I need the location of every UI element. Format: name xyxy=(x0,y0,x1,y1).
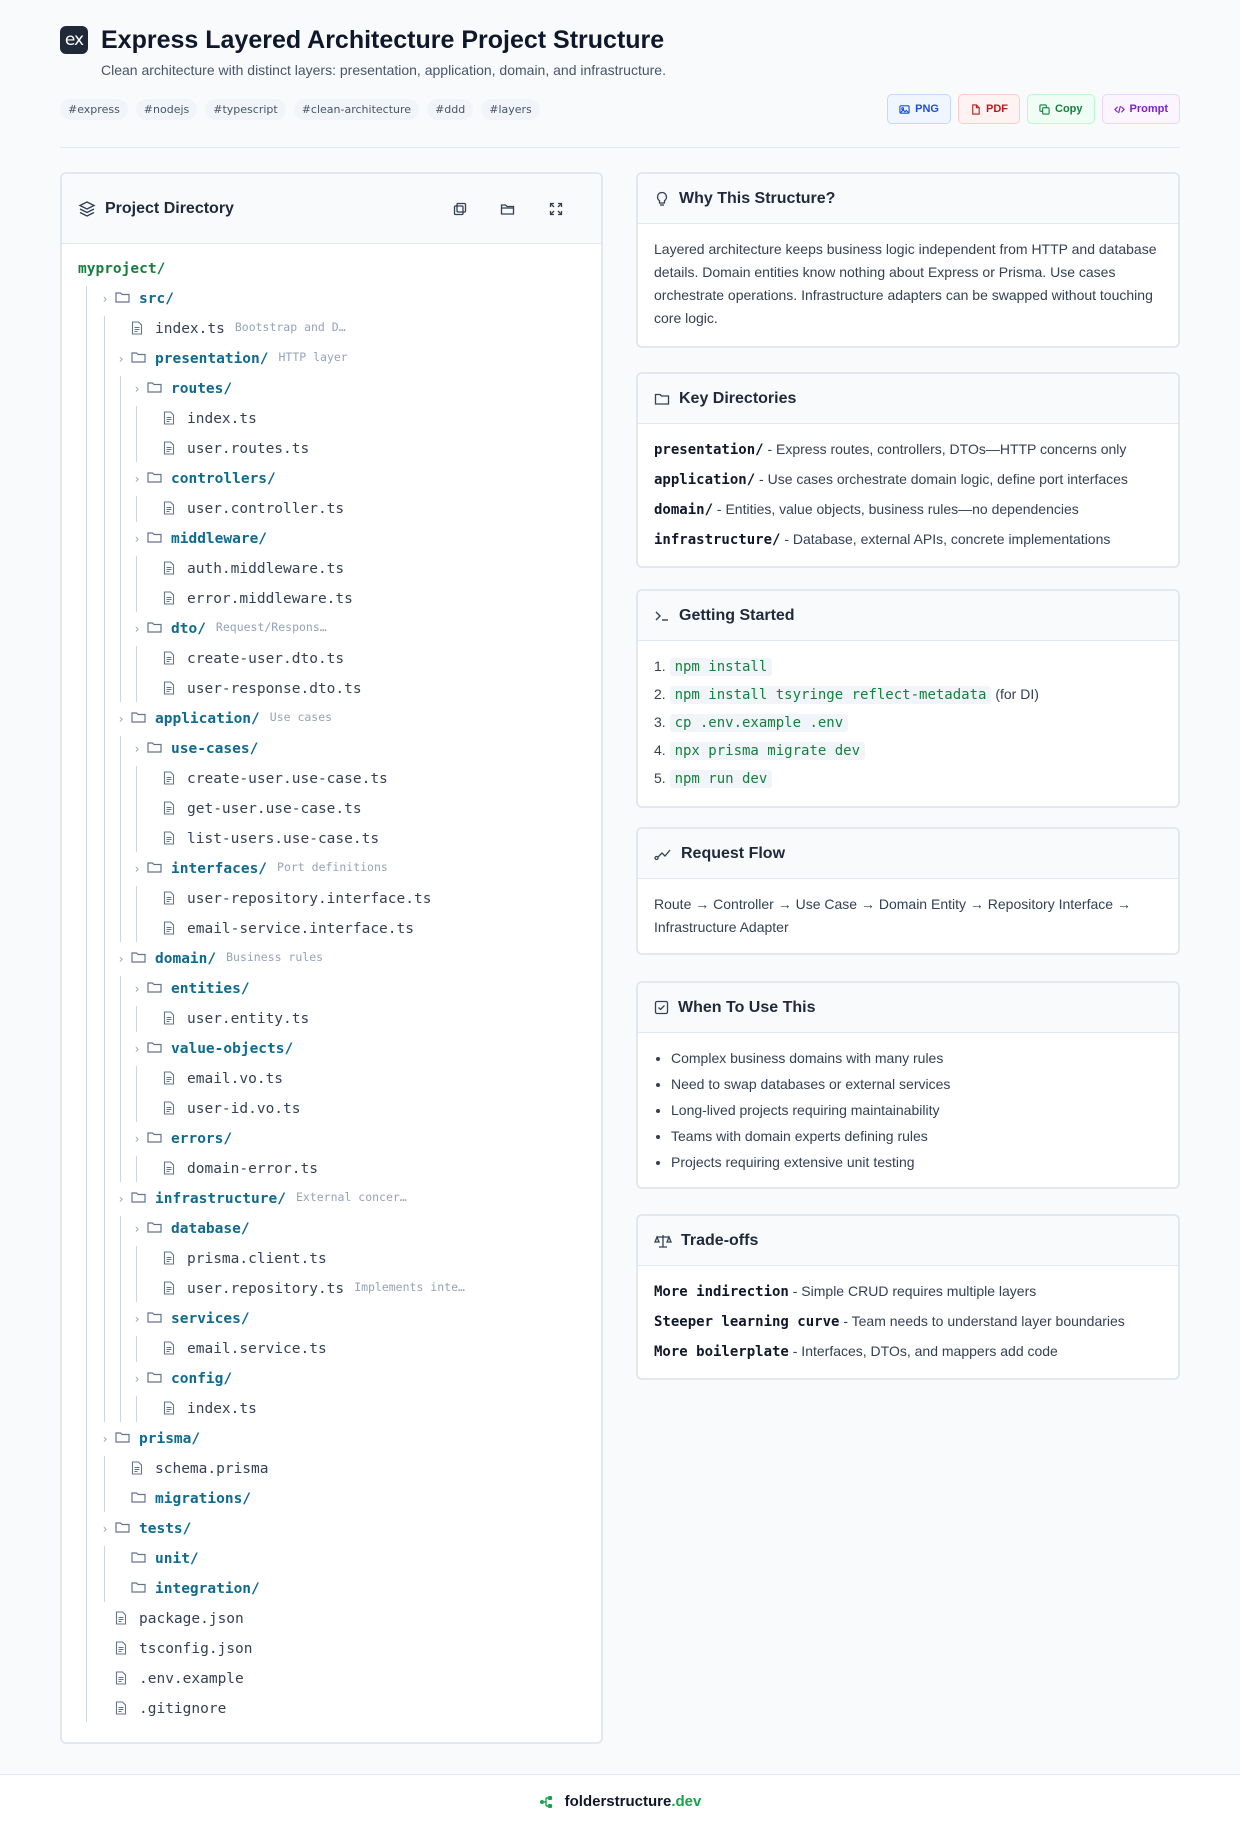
folder-name: presentation/ xyxy=(155,351,269,367)
tree-file[interactable] xyxy=(148,1154,318,1184)
tree-guide-line xyxy=(104,1456,105,1512)
folder-icon xyxy=(131,1191,147,1207)
folder-name: entities/ xyxy=(171,981,250,997)
chevron-right-icon[interactable]: › xyxy=(101,292,109,306)
file-name: user-response.dto.ts xyxy=(187,681,362,697)
file-name: get-user.use-case.ts xyxy=(187,801,362,817)
file-icon xyxy=(163,681,179,697)
fullscreen-button[interactable] xyxy=(545,198,567,220)
file-name: .gitignore xyxy=(139,1701,227,1717)
folder-icon xyxy=(147,861,163,877)
file-name: user.entity.ts xyxy=(187,1011,310,1027)
folder-name: database/ xyxy=(171,1221,250,1237)
folder-name: middleware/ xyxy=(171,531,268,547)
folder-icon xyxy=(115,1521,131,1537)
folder-open-icon xyxy=(500,202,516,216)
list-item: • Projects requiring extensive unit testing xyxy=(671,1149,1162,1175)
tree-guide-line xyxy=(136,1396,137,1422)
chevron-right-icon[interactable]: › xyxy=(133,982,141,996)
tree-file[interactable] xyxy=(148,794,362,824)
tag[interactable]: #clean-architecture xyxy=(294,99,419,120)
tree-folder[interactable] xyxy=(116,1484,251,1514)
command[interactable]: npm install tsyringe reflect-metadata xyxy=(670,686,992,704)
card-title: When To Use This xyxy=(678,998,816,1016)
folder-name: dto/ xyxy=(171,621,206,637)
file-name: user.routes.ts xyxy=(187,441,310,457)
tag[interactable]: #layers xyxy=(481,99,540,120)
chevron-right-icon[interactable]: › xyxy=(101,1522,109,1536)
folderstructure-logo-icon xyxy=(539,1795,557,1809)
step: 2. npm install tsyringe reflect-metadata (for DI) xyxy=(654,686,1039,703)
tree-folder[interactable] xyxy=(132,1034,293,1064)
step: 4. npx prisma migrate dev xyxy=(654,737,1162,765)
tree-file[interactable] xyxy=(116,1454,269,1484)
copy-button[interactable]: Copy xyxy=(1027,94,1095,124)
file-name: domain-error.ts xyxy=(187,1161,318,1177)
file-icon xyxy=(163,891,179,907)
tree-guide-line xyxy=(104,1546,105,1602)
folder-name: tests/ xyxy=(139,1521,192,1537)
prompt-button[interactable]: Prompt xyxy=(1102,94,1181,124)
file-icon xyxy=(163,651,179,667)
code-icon xyxy=(1114,104,1125,115)
file-name: index.ts xyxy=(187,1401,257,1417)
tree-guide-line xyxy=(136,1336,137,1362)
tree-file[interactable] xyxy=(148,884,431,914)
folder-icon xyxy=(131,1581,147,1597)
file-icon xyxy=(163,801,179,817)
tree-folder[interactable] xyxy=(132,1124,232,1154)
tree-folder[interactable] xyxy=(116,704,332,734)
file-icon xyxy=(163,831,179,847)
copy-icon xyxy=(453,202,467,216)
card-title: Trade-offs xyxy=(681,1231,759,1249)
file-name: create-user.dto.ts xyxy=(187,651,345,667)
tag[interactable]: #express xyxy=(60,99,128,120)
folder-name: interfaces/ xyxy=(171,861,268,877)
tree-folder[interactable] xyxy=(116,944,323,974)
tree-file[interactable] xyxy=(148,1394,257,1424)
chevron-right-icon[interactable]: › xyxy=(133,1312,141,1326)
chevron-right-icon[interactable]: › xyxy=(117,352,125,366)
key-dir-item: domain/ - Entities, value objects, business rules—no dependencies xyxy=(654,501,1079,518)
tree-file[interactable] xyxy=(148,644,344,674)
tree-guide-line xyxy=(120,736,121,942)
image-icon xyxy=(899,104,910,115)
tree-note: HTTP layer xyxy=(278,350,348,364)
command[interactable]: cp .env.example .env xyxy=(670,714,849,732)
tree-file[interactable] xyxy=(148,554,344,584)
file-icon xyxy=(163,1161,179,1177)
tradeoff-item: More boilerplate - Interfaces, DTOs, and mappers add code xyxy=(654,1343,1058,1360)
folder-icon xyxy=(131,1491,147,1507)
file-icon xyxy=(163,1341,179,1357)
file-icon xyxy=(163,1011,179,1027)
tree-guide-line xyxy=(86,286,87,1722)
file-name: email.service.ts xyxy=(187,1341,327,1357)
tag[interactable]: #typescript xyxy=(205,99,285,120)
tree-guide-line xyxy=(136,886,137,942)
tradeoff-item: Steeper learning curve - Team needs to understand layer boundaries xyxy=(654,1313,1125,1330)
tree-note: Bootstrap and D… xyxy=(234,320,346,334)
expand-icon xyxy=(549,202,563,216)
footer xyxy=(0,1774,1240,1828)
list-item: • Complex business domains with many rules xyxy=(671,1045,1162,1071)
chevron-right-icon[interactable]: › xyxy=(133,1042,141,1056)
chevron-right-icon[interactable]: › xyxy=(133,472,141,486)
tree-folder[interactable] xyxy=(132,854,388,884)
file-name: email.vo.ts xyxy=(187,1071,284,1087)
folder-icon xyxy=(147,1041,163,1057)
tree-file[interactable] xyxy=(100,1604,244,1634)
tree-file[interactable] xyxy=(148,1064,283,1094)
tree-folder[interactable] xyxy=(100,284,174,314)
chevron-right-icon[interactable]: › xyxy=(133,532,141,546)
folder-icon xyxy=(131,951,147,967)
file-name: index.ts xyxy=(155,321,225,337)
chevron-right-icon[interactable]: › xyxy=(133,1372,141,1386)
file-name: user.controller.ts xyxy=(187,501,345,517)
file-name: user-repository.interface.ts xyxy=(187,891,432,907)
folder-name: use-cases/ xyxy=(171,741,259,757)
file-name: user-id.vo.ts xyxy=(187,1101,301,1117)
page-subtitle: Clean architecture with distinct layers: presentation, application, domain, and infrastructure. xyxy=(101,62,666,78)
tree-file[interactable] xyxy=(148,494,344,524)
chevron-right-icon[interactable]: › xyxy=(117,1192,125,1206)
step: 3. cp .env.example .env xyxy=(654,709,1162,737)
file-name: package.json xyxy=(139,1611,244,1627)
folder-icon xyxy=(147,471,163,487)
tree-note: Business rules xyxy=(226,950,324,964)
folder-name: errors/ xyxy=(171,1131,233,1147)
tree-guide-line xyxy=(120,376,121,702)
tag[interactable]: #ddd xyxy=(427,99,473,120)
folder-name: config/ xyxy=(171,1371,233,1387)
file-icon xyxy=(115,1611,131,1627)
layers-icon xyxy=(78,200,96,218)
file-name: .env.example xyxy=(139,1671,244,1687)
page-title: Express Layered Architecture Project Structure xyxy=(101,25,665,54)
step: 1. npm install xyxy=(654,653,1162,681)
tree-file[interactable] xyxy=(100,1664,244,1694)
command[interactable]: npm install xyxy=(670,658,773,676)
folder-icon xyxy=(147,981,163,997)
key-directories-card xyxy=(636,372,1180,568)
file-name: error.middleware.ts xyxy=(187,591,353,607)
file-icon xyxy=(115,1671,131,1687)
tree-guide-line xyxy=(136,406,137,462)
tree-file[interactable] xyxy=(100,1694,226,1724)
tree-file[interactable] xyxy=(148,1244,327,1274)
key-dir-item: infrastructure/ - Database, external APIs, concrete implementations xyxy=(654,531,1111,548)
footer-brand[interactable]: folderstructure xyxy=(564,1793,672,1810)
tree-folder[interactable] xyxy=(132,1214,250,1244)
chevron-right-icon[interactable]: › xyxy=(101,1432,109,1446)
tree-guide-line xyxy=(104,316,105,1422)
command[interactable]: npx prisma migrate dev xyxy=(670,742,865,760)
folder-name: controllers/ xyxy=(171,471,276,487)
tradeoffs-card xyxy=(636,1214,1180,1380)
tradeoff-item: More indirection - Simple CRUD requires multiple layers xyxy=(654,1283,1037,1300)
chevron-right-icon[interactable]: › xyxy=(117,712,125,726)
file-name: prisma.client.ts xyxy=(187,1251,327,1267)
folder-icon xyxy=(147,381,163,397)
file-icon xyxy=(131,321,147,337)
copy-icon xyxy=(1039,104,1050,115)
tree-file[interactable] xyxy=(148,914,414,944)
file-icon xyxy=(131,1461,147,1477)
folder-name: src/ xyxy=(139,291,174,307)
tree-folder[interactable] xyxy=(132,974,250,1004)
key-dir-item: application/ - Use cases orchestrate domain logic, define port interfaces xyxy=(654,471,1128,488)
folder-name: services/ xyxy=(171,1311,250,1327)
folder-name: application/ xyxy=(155,711,260,727)
when-card xyxy=(636,981,1180,1189)
folder-name: migrations/ xyxy=(155,1491,252,1507)
tree-file[interactable] xyxy=(148,1094,301,1124)
folder-icon xyxy=(147,1221,163,1237)
file-icon xyxy=(115,1701,131,1717)
tree-folder[interactable] xyxy=(116,1544,199,1574)
list-item: • Teams with domain experts defining rules xyxy=(671,1123,1162,1149)
folder-icon xyxy=(147,1311,163,1327)
folder-icon xyxy=(654,392,670,406)
tree-file[interactable] xyxy=(148,824,379,854)
tree-file[interactable] xyxy=(116,314,346,344)
file-icon xyxy=(163,561,179,577)
file-name: email-service.interface.ts xyxy=(187,921,414,937)
file-icon xyxy=(115,1641,131,1657)
request-flow-text: Route → Controller → Use Case → Domain Entity → Repository Interface → Infrastructure Adapter xyxy=(654,896,1131,935)
tree-folder[interactable] xyxy=(100,1514,191,1544)
file-icon xyxy=(163,1071,179,1087)
tree-file[interactable] xyxy=(148,584,353,614)
file-name: tsconfig.json xyxy=(139,1641,253,1657)
tree-folder[interactable] xyxy=(132,524,267,554)
list-item: • Long-lived projects requiring maintainability xyxy=(671,1097,1162,1123)
file-name: user.repository.ts xyxy=(187,1281,345,1297)
file-icon xyxy=(163,1281,179,1297)
header-divider xyxy=(60,147,1180,148)
folder-icon xyxy=(131,351,147,367)
tree-folder[interactable] xyxy=(116,1184,407,1214)
folder-icon xyxy=(147,741,163,757)
png-button[interactable]: PNG xyxy=(887,94,951,124)
folder-name: infrastructure/ xyxy=(155,1191,286,1207)
card-title: Getting Started xyxy=(679,606,795,624)
card-title: Why This Structure? xyxy=(679,189,836,207)
chevron-right-icon[interactable]: › xyxy=(117,952,125,966)
tree-folder[interactable] xyxy=(132,734,258,764)
chevron-right-icon[interactable]: › xyxy=(133,622,141,636)
tree-file[interactable] xyxy=(148,1004,309,1034)
folder-icon xyxy=(131,1551,147,1567)
chevron-right-icon[interactable]: › xyxy=(133,742,141,756)
tree-folder[interactable] xyxy=(132,1304,250,1334)
file-icon xyxy=(163,921,179,937)
tree-guide-line xyxy=(136,646,137,702)
tree-guide-line xyxy=(136,1066,137,1122)
lightbulb-icon xyxy=(654,191,670,207)
chevron-right-icon[interactable]: › xyxy=(133,382,141,396)
pdf-button[interactable]: PDF xyxy=(958,94,1020,124)
checkbox-icon xyxy=(654,1000,669,1015)
tree-file[interactable] xyxy=(148,674,362,704)
tree-guide-line xyxy=(120,976,121,1182)
terminal-icon xyxy=(654,609,670,623)
file-name: schema.prisma xyxy=(155,1461,269,1477)
folder-icon xyxy=(115,291,131,307)
folder-name: prisma/ xyxy=(139,1431,201,1447)
collapse-all-button[interactable] xyxy=(449,198,471,220)
page-header xyxy=(60,24,1180,116)
card-title: Request Flow xyxy=(681,844,786,862)
chevron-right-icon[interactable]: › xyxy=(133,1132,141,1146)
footer-tld[interactable]: .dev xyxy=(671,1793,702,1810)
folder-name: domain/ xyxy=(155,951,217,967)
expand-folders-button[interactable] xyxy=(497,198,519,220)
tree-folder[interactable] xyxy=(100,1424,200,1454)
step: 5. npm run dev xyxy=(654,765,1162,793)
file-icon xyxy=(163,441,179,457)
chevron-right-icon[interactable]: › xyxy=(133,862,141,876)
tree-file[interactable] xyxy=(148,404,257,434)
file-icon xyxy=(163,1401,179,1417)
tree-note: Request/Respons… xyxy=(215,620,327,634)
tree-file[interactable] xyxy=(100,1634,253,1664)
project-directory-panel xyxy=(60,172,603,1744)
file-icon xyxy=(163,1251,179,1267)
folder-icon xyxy=(147,1371,163,1387)
tree-guide-line xyxy=(136,766,137,852)
file-icon xyxy=(163,411,179,427)
file-name: auth.middleware.ts xyxy=(187,561,345,577)
tree-file[interactable] xyxy=(148,1334,327,1364)
why-text: Layered architecture keeps business logic independent from HTTP and database details. Domain entities know nothing about Express or Prisma. Use cases orchestrate operations. Infrastructure adapters can be swapped without touching core logic. xyxy=(654,241,1157,326)
tree-folder[interactable] xyxy=(132,374,232,404)
request-flow-card xyxy=(636,827,1180,955)
folder-icon xyxy=(147,531,163,547)
file-tree xyxy=(62,244,601,1717)
tag-list xyxy=(60,99,540,120)
tree-file[interactable] xyxy=(148,1274,465,1304)
file-pdf-icon xyxy=(970,104,981,115)
file-name: create-user.use-case.ts xyxy=(187,771,388,787)
trend-icon xyxy=(654,847,672,861)
tree-guide-line xyxy=(136,1006,137,1032)
tree-note: Implements inte… xyxy=(354,1280,465,1294)
tree-root[interactable]: myproject/ xyxy=(78,261,166,277)
tree-note: External concer… xyxy=(295,1190,407,1204)
list-item: • Need to swap databases or external services xyxy=(671,1071,1162,1097)
express-logo: ex xyxy=(60,26,88,54)
tree-note: Use cases xyxy=(269,710,333,724)
folder-name: routes/ xyxy=(171,381,233,397)
folder-icon xyxy=(147,1131,163,1147)
card-title: Key Directories xyxy=(679,389,797,407)
panel-title: Project Directory xyxy=(105,199,234,217)
chevron-right-icon[interactable]: › xyxy=(133,1222,141,1236)
tree-guide-line xyxy=(136,1246,137,1302)
file-name: index.ts xyxy=(187,411,257,427)
folder-icon xyxy=(115,1431,131,1447)
tree-folder[interactable] xyxy=(116,344,348,374)
tree-note: Port definitions xyxy=(277,860,388,874)
file-icon xyxy=(163,771,179,787)
command[interactable]: npm run dev xyxy=(670,770,773,788)
tree-file[interactable] xyxy=(148,434,309,464)
folder-name: value-objects/ xyxy=(171,1041,294,1057)
folder-name: integration/ xyxy=(155,1581,260,1597)
tree-folder[interactable] xyxy=(132,614,327,644)
tree-folder[interactable] xyxy=(116,1574,260,1604)
tag[interactable]: #nodejs xyxy=(136,99,197,120)
key-dir-item: presentation/ - Express routes, controllers, DTOs—HTTP concerns only xyxy=(654,441,1127,458)
tree-folder[interactable] xyxy=(132,1364,232,1394)
tree-guide-line xyxy=(136,556,137,612)
file-name: list-users.use-case.ts xyxy=(187,831,380,847)
tree-guide-line xyxy=(136,496,137,522)
file-icon xyxy=(163,591,179,607)
tree-guide-line xyxy=(120,1216,121,1422)
file-icon xyxy=(163,501,179,517)
file-icon xyxy=(163,1101,179,1117)
scale-icon xyxy=(654,1233,672,1249)
tree-folder[interactable] xyxy=(132,464,276,494)
why-card xyxy=(636,172,1180,348)
tree-file[interactable] xyxy=(148,764,388,794)
folder-name: unit/ xyxy=(155,1551,199,1567)
folder-icon xyxy=(147,621,163,637)
folder-icon xyxy=(131,711,147,727)
getting-started-card xyxy=(636,589,1180,808)
tree-guide-line xyxy=(136,1156,137,1182)
